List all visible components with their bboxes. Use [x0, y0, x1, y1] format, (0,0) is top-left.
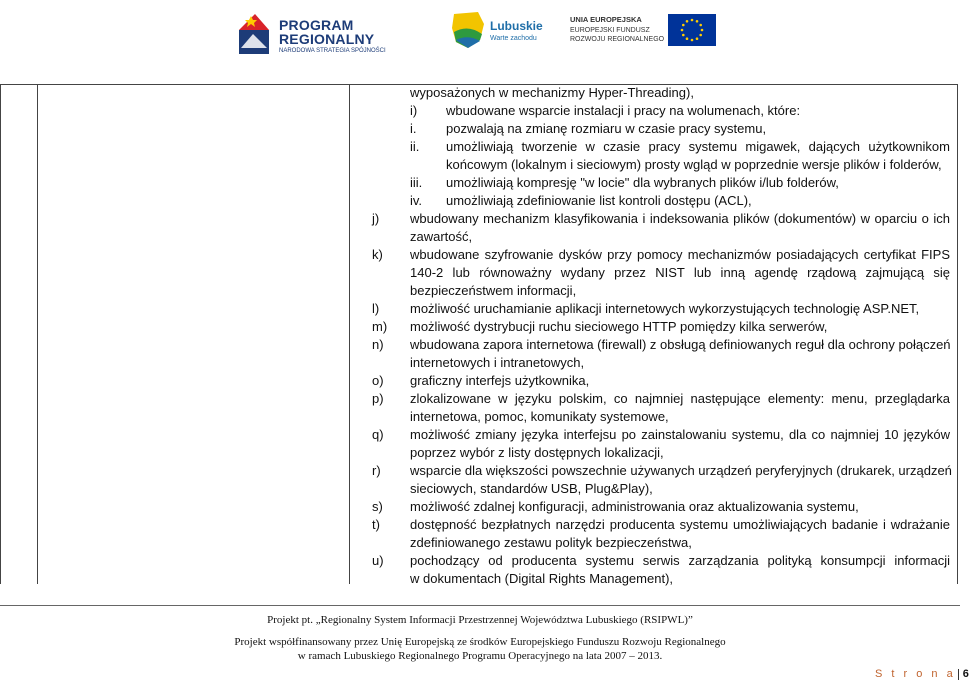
program-logo-line1: PROGRAM — [279, 17, 354, 33]
item-text: internetowa, pomoc, komunikaty systemowe, — [410, 409, 669, 424]
lubuskie-name: Lubuskie — [490, 19, 543, 33]
item-text: wbudowane szyfrowanie dysków przy pomocy mechanizmów posiadających certyfikat FIPS — [410, 247, 950, 262]
item-label: s) — [372, 499, 383, 514]
eu-logo-line1: UNIA EUROPEJSKA — [570, 15, 642, 24]
item-text: pochodzący od producenta systemu serwis zarządzania polityką konsumpcji informacji — [410, 553, 950, 568]
footer-program: w ramach Lubuskiego Regionalnego Programu Operacyjnego na lata 2007 – 2013. — [297, 650, 663, 662]
item-label: r) — [372, 463, 381, 478]
item-text: możliwość dystrybucji ruchu sieciowego HTTP pomiędzy kilka serwerów, — [410, 319, 828, 334]
item-label: m) — [372, 319, 388, 334]
subitem-text: pozwalają na zmianę rozmiaru w czasie pracy systemu, — [446, 121, 767, 136]
subitem-label: i. — [410, 121, 417, 136]
item-label: t) — [372, 517, 380, 532]
eu-logo-line3: ROZWOJU REGIONALNEGO — [570, 36, 665, 43]
item-label: p) — [372, 391, 384, 406]
program-logo-line2: REGIONALNY — [279, 31, 375, 47]
item-text: wbudowane wsparcie instalacji i pracy na wolumenach, które: — [446, 103, 801, 118]
page-header — [0, 0, 960, 75]
item-label: q) — [372, 427, 384, 442]
item-label: j) — [372, 211, 380, 226]
item-label: u) — [372, 553, 384, 568]
specification-cell — [0, 84, 960, 584]
item-label: i) — [410, 103, 418, 118]
item-text: możliwość zmiany języka interfejsu po zainstalowaniu systemu, dla co najmniej 10 języków — [410, 427, 950, 442]
item-text: wbudowana zapora internetowa (firewall) z obsługą definiowanych reguł dla ochrony połączeń — [410, 337, 951, 352]
lubuskie-tagline: Warte zachodu — [490, 35, 537, 42]
item-label: n) — [372, 337, 384, 352]
page-word: S t r o n a — [875, 668, 956, 680]
item-label: l) — [372, 301, 380, 316]
lubuskie-mark-icon — [450, 10, 486, 50]
item-label: k) — [372, 247, 383, 262]
program-logo-line3: NARODOWA STRATEGIA SPÓJNOŚCI — [279, 48, 386, 54]
item-text: zdefiniowanego zestawu polityk bezpieczeństwa, — [410, 535, 692, 550]
item-text: możliwość zdalnej konfiguracji, administrowania oraz aktualizowania systemu, — [410, 499, 859, 514]
eu-flag-icon — [668, 14, 716, 46]
subitem-label: iii. — [410, 175, 423, 190]
item-text: w dokumentach (Digital Rights Management), — [410, 571, 674, 586]
item-text: bezpieczeństwem informacji, — [410, 283, 577, 298]
subitem-text: końcowym (lokalnym i sieciowym) prosty wgląd w poprzednie wersje plików i folderów, — [446, 157, 942, 172]
item-text: zawartość, — [410, 229, 473, 244]
item-text: zlokalizowane w języku polskim, co najmniej następujące elementy: menu, przeglądarka — [410, 391, 950, 406]
subitem-label: ii. — [410, 139, 420, 154]
page-separator — [958, 669, 959, 680]
footer-project-title: Projekt pt. „Regionalny System Informacji Przestrzennej Województwa Lubuskiego (RSIPWL)” — [267, 614, 693, 626]
subitem-text: umożliwiają kompresję "w locie" dla wybranych plików i/lub folderów, — [446, 175, 839, 190]
item-text: wbudowany mechanizm klasyfikowania i indeksowania plików (dokumentów) w oparciu o ich — [410, 211, 950, 226]
item-text: dostępność bezpłatnych narzędzi producenta systemu umożliwiających badanie i wdrażanie — [410, 517, 950, 532]
item-text: graficzny interfejs użytkownika, — [410, 373, 590, 388]
subitem-text: umożliwiają zdefiniowanie list kontroli dostępu (ACL), — [446, 193, 752, 208]
subitem-label: iv. — [410, 193, 423, 208]
item-label: o) — [372, 373, 384, 388]
program-regionalny-mark-icon — [237, 8, 271, 56]
page-number — [875, 668, 969, 680]
item-text: możliwość uruchamianie aplikacji internetowych wykorzystujących technologię ASP.NET, — [410, 301, 920, 316]
footer-divider — [0, 605, 960, 606]
item-text: poprzez wybór z listy dostępnych lokalizacji, — [410, 445, 664, 460]
item-text: wsparcie dla większości powszechnie używanych urządzeń peryferyjnych (drukarek, urządzeń — [410, 463, 952, 478]
eu-logo-line2: EUROPEJSKI FUNDUSZ — [570, 27, 650, 34]
item-text: sieciowych, standardów USB, Plug&Play), — [410, 481, 653, 496]
intro-line: wyposażonych w mechanizmy Hyper-Threading), — [410, 85, 694, 100]
subitem-text: umożliwiają tworzenie w czasie pracy systemu migawek, dających użytkownikom — [446, 139, 950, 154]
page-number-value: 6 — [962, 668, 969, 680]
item-text: internetowych i intranetowych, — [410, 355, 585, 370]
footer-cofinancing: Projekt współfinansowany przez Unię Europejską ze środków Europejskiego Funduszu Rozwoju Regionalnego — [234, 636, 726, 648]
item-text: 140-2 lub równoważny wydany przez NIST lub inną agendę rządową zajmującą się — [410, 265, 950, 280]
